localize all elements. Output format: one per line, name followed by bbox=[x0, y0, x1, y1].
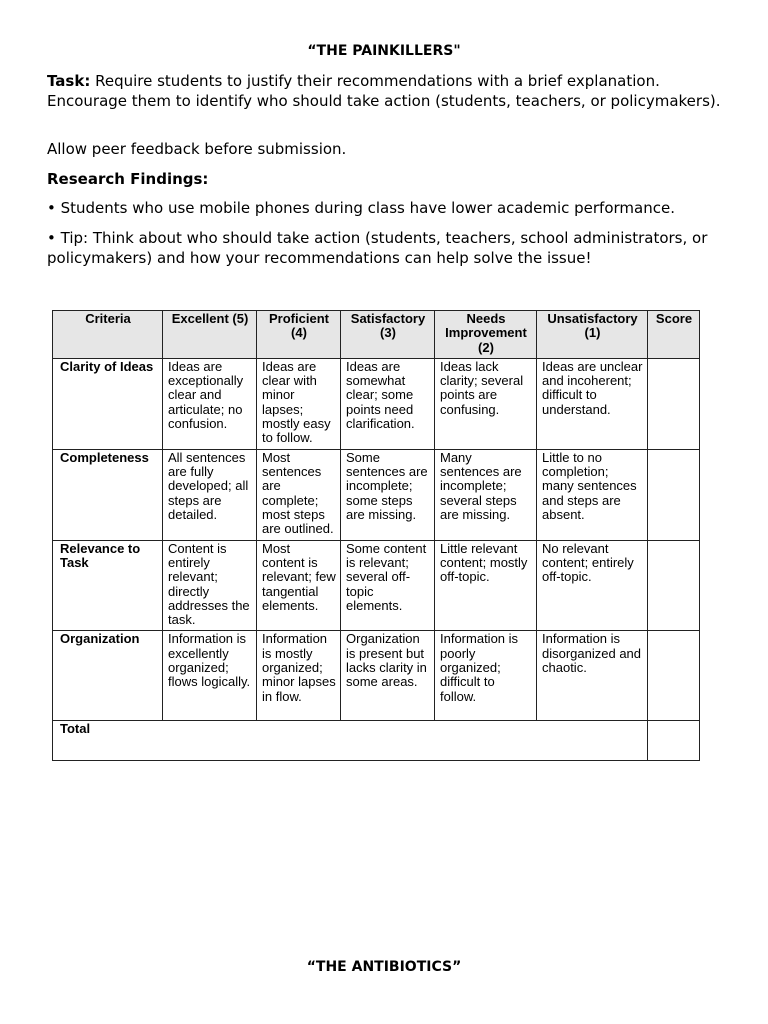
header-satisfactory: Satisfactory (3) bbox=[341, 311, 435, 359]
rubric-table bbox=[52, 310, 700, 761]
page-title: “THE PAINKILLERS" bbox=[307, 43, 461, 59]
header-excellent: Excellent (5) bbox=[163, 311, 257, 359]
score-cell bbox=[648, 631, 700, 721]
proficient-cell: Information is mostly organized; minor lapses in flow. bbox=[257, 631, 341, 721]
task-text: Require students to justify their recommendations with a brief explanation. Encourage them to identify who should take action (students, teachers, or policymakers). bbox=[47, 72, 721, 110]
rubric-header-row bbox=[53, 311, 700, 359]
needs-improvement-cell: Information is poorly organized; difficult to follow. bbox=[435, 631, 537, 721]
task-paragraph bbox=[47, 72, 727, 111]
excellent-cell: All sentences are fully developed; all steps are detailed. bbox=[163, 449, 257, 540]
criteria-cell: Completeness bbox=[53, 449, 163, 540]
excellent-cell: Content is entirely relevant; directly addresses the task. bbox=[163, 540, 257, 631]
next-section-title: “THE ANTIBIOTICS” bbox=[306, 959, 462, 975]
table-row bbox=[53, 631, 700, 721]
header-needs-improvement: Needs Improvement (2) bbox=[435, 311, 537, 359]
table-row bbox=[53, 449, 700, 540]
task-label: Task: bbox=[47, 72, 91, 90]
total-score-cell bbox=[648, 721, 700, 761]
satisfactory-cell: Organization is present but lacks clarity in some areas. bbox=[341, 631, 435, 721]
score-cell bbox=[648, 358, 700, 449]
needs-improvement-cell: Many sentences are incomplete; several steps are missing. bbox=[435, 449, 537, 540]
needs-improvement-cell: Ideas lack clarity; several points are confusing. bbox=[435, 358, 537, 449]
header-proficient: Proficient (4) bbox=[257, 311, 341, 359]
table-row bbox=[53, 540, 700, 631]
total-row bbox=[53, 721, 700, 761]
criteria-cell: Organization bbox=[53, 631, 163, 721]
satisfactory-cell: Some sentences are incomplete; some steps are missing. bbox=[341, 449, 435, 540]
header-score: Score bbox=[648, 311, 700, 359]
proficient-cell: Ideas are clear with minor lapses; mostly easy to follow. bbox=[257, 358, 341, 449]
criteria-cell: Clarity of Ideas bbox=[53, 358, 163, 449]
unsatisfactory-cell: No relevant content; entirely off-topic. bbox=[537, 540, 648, 631]
research-heading: Research Findings: bbox=[47, 170, 209, 188]
excellent-cell: Ideas are exceptionally clear and articulate; no confusion. bbox=[163, 358, 257, 449]
peer-feedback-text: Allow peer feedback before submission. bbox=[47, 140, 347, 158]
score-cell bbox=[648, 449, 700, 540]
table-row bbox=[53, 358, 700, 449]
bullet-item: • Students who use mobile phones during class have lower academic performance. bbox=[47, 199, 675, 217]
excellent-cell: Information is excellently organized; flows logically. bbox=[163, 631, 257, 721]
needs-improvement-cell: Little relevant content; mostly off-topic. bbox=[435, 540, 537, 631]
satisfactory-cell: Ideas are somewhat clear; some points need clarification. bbox=[341, 358, 435, 449]
bullet-item: • Tip: Think about who should take action (students, teachers, school administrators, or policymakers) and how your recommendations can help solve the issue! bbox=[47, 229, 708, 267]
score-cell bbox=[648, 540, 700, 631]
criteria-cell: Relevance to Task bbox=[53, 540, 163, 631]
proficient-cell: Most sentences are complete; most steps are outlined. bbox=[257, 449, 341, 540]
unsatisfactory-cell: Information is disorganized and chaotic. bbox=[537, 631, 648, 721]
total-label: Total bbox=[53, 721, 648, 761]
unsatisfactory-cell: Little to no completion; many sentences and steps are absent. bbox=[537, 449, 648, 540]
header-criteria: Criteria bbox=[53, 311, 163, 359]
unsatisfactory-cell: Ideas are unclear and incoherent; difficult to understand. bbox=[537, 358, 648, 449]
satisfactory-cell: Some content is relevant; several off-topic elements. bbox=[341, 540, 435, 631]
header-unsatisfactory: Unsatisfactory (1) bbox=[537, 311, 648, 359]
proficient-cell: Most content is relevant; few tangential elements. bbox=[257, 540, 341, 631]
